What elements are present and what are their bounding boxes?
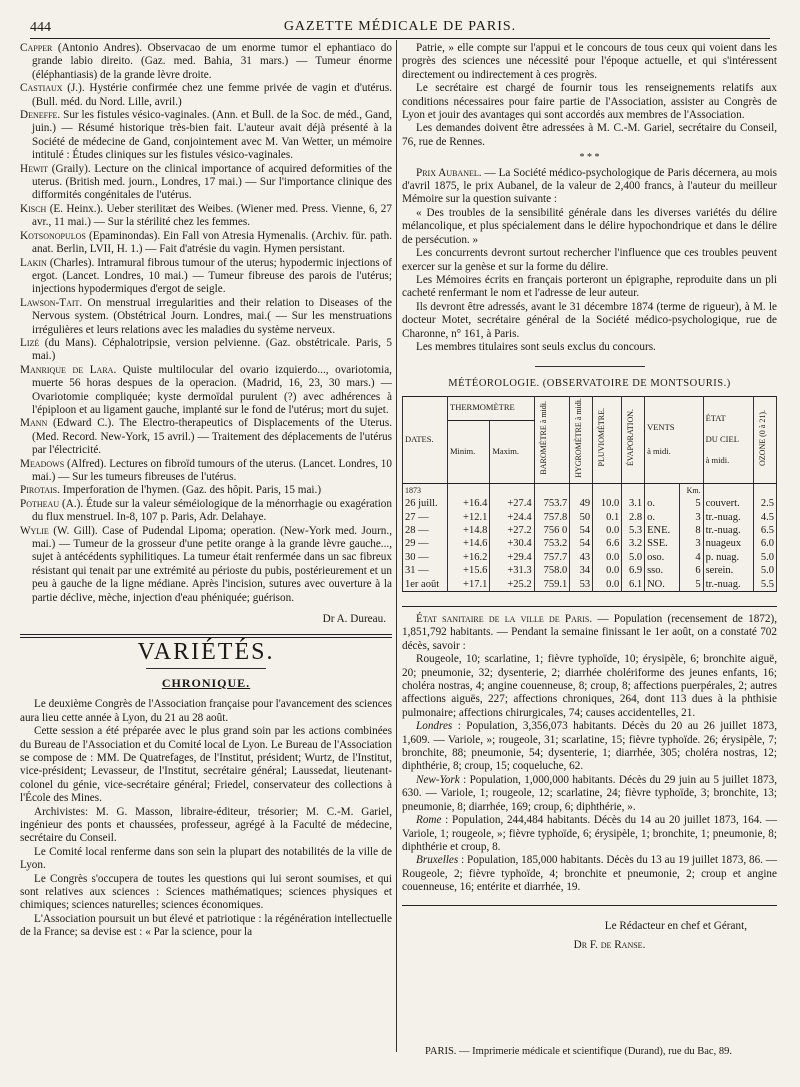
entry-author: Hewit <box>20 162 49 175</box>
meteo-cell-force: 3 <box>679 537 703 550</box>
meteo-cell-hygro: 54 <box>570 524 593 537</box>
meteo-cell-ciel: tr.-nuag. <box>703 511 753 524</box>
entry-text: (A.). Étude sur la valeur séméiologique de la ménorrhagie ou exagération du flux menstruel. In-8, 107 p. Paris, Adr. Delahaye. <box>32 497 392 524</box>
city-report <box>402 814 777 854</box>
col-dates: DATES. <box>403 396 448 483</box>
entry-text: (Graily). Lecture on the clinical importance of acquired deformities of the uterus. (British med. journ., Londres, 17 mai.) — Sur l'importance clinique des difformités congénitales de l'utérus. <box>32 162 392 202</box>
meteo-cell-ozone: 5.0 <box>754 551 777 564</box>
meteo-cell-max: +24.4 <box>490 511 534 524</box>
city-text: : Population, 244,484 habitants. Décès du 14 au 20 juillet 1873, 164. — Variole, 1; rougeole, »; fièvre typhoïde, 6; érysipèle, 1; bronchite, 1; pneumonie, 8; diphthérie et croup, 8. <box>402 814 777 853</box>
meteo-cell-ciel: couvert. <box>703 497 753 510</box>
meteo-cell-evap: 2.8 <box>622 511 645 524</box>
sanitaire-cities <box>402 720 777 894</box>
entry-text: (Antonio Andres). Observacao de um enorme tumor el ephantiaco do grande labio direito. (Gaz. med. Bahia, 31 mars.) — Tumeur énorme (éléphantiasis) de la grande lèvre droite. <box>32 42 392 81</box>
meteo-cell-min: +15.6 <box>448 564 490 577</box>
editor-line1: Le Rédacteur en chef et Gérant, <box>604 919 747 932</box>
meteo-cell-date: 29 — <box>403 537 448 550</box>
sanitaire-paris: Rougeole, 10; scarlatine, 1; fièvre typhoïde, 10; érysipèle, 6; bronchite aiguë, 20; pneumonie, 32; dysenterie, 2; diarrhée cholériforme des jeunes enfants, 16; choléra nostras, 4; angine couenneuse, 8; croup, 8; affections puerpérales, 2; autres affections aiguës, 227; affections chroniques, 264, dont 113 dues à la phthisie pulmonaire; affections chirurgicales, 74; causes accidentelles, 21. <box>402 653 777 719</box>
meteo-cell-date: 1er août <box>403 578 448 592</box>
col-max: Maxim. <box>490 420 534 483</box>
section-stars: * * * <box>579 152 600 164</box>
meteo-cell-ciel: serein. <box>703 564 753 577</box>
right-column <box>402 42 777 952</box>
unit-row: 1873 Km. <box>403 483 777 497</box>
chronique-paragraph: Le Comité local renferme dans son sein la plupart des notabilités de la ville de Lyon. <box>20 845 392 872</box>
meteo-cell-baro: 753.7 <box>534 497 570 510</box>
meteo-cell-baro: 753.2 <box>534 537 570 550</box>
varietes-title: VARIÉTÉS. <box>137 639 275 666</box>
page-number: 444 <box>30 20 51 35</box>
meteo-cell-ozone: 5.0 <box>754 564 777 577</box>
entry-author: Capper <box>20 42 53 54</box>
meteo-cell-dir: sso. <box>645 564 680 577</box>
entry-author: Meadows <box>20 457 65 470</box>
meteo-cell-force: 6 <box>679 564 703 577</box>
meteo-cell-min: +14.8 <box>448 524 490 537</box>
bibliography-entry <box>20 297 392 337</box>
meteo-cell-hygro: 43 <box>570 551 593 564</box>
meteo-cell-min: +17.1 <box>448 578 490 592</box>
entry-author: Deneffe <box>20 109 58 122</box>
meteo-cell-force: 5 <box>679 578 703 592</box>
meteo-cell-pluvio: 0.0 <box>593 524 622 537</box>
col-pluvio: PLUVIOMÈTRE. <box>593 396 622 483</box>
sanitaire-intro: État sanitaire de la ville de Paris. — Population (recensement de 1872), 1,851,792 habitants. — Pendant la semaine finissant le 1er août, on a constaté 702 décès, savoir : <box>402 613 777 652</box>
meteo-cell-evap: 5.3 <box>622 524 645 537</box>
city-report <box>402 774 777 814</box>
meteo-cell-dir: oso. <box>645 551 680 564</box>
printer-footer: PARIS. — Imprimerie médicale et scientifique (Durand), rue du Bac, 89. <box>425 1046 732 1057</box>
meteo-cell-ozone: 2.5 <box>754 497 777 510</box>
meteo-cell-baro: 757.7 <box>534 551 570 564</box>
page-header <box>30 14 770 39</box>
entry-author: Kisch <box>20 202 47 215</box>
section-rule-3 <box>402 905 777 906</box>
entry-text: . Imperforation de l'hymen. (Gaz. des hôpit. Paris, 15 mai.) <box>57 484 322 497</box>
column-divider <box>396 40 397 1052</box>
meteo-cell-pluvio: 0.0 <box>593 578 622 592</box>
prix-paragraph <box>402 167 777 207</box>
entry-author: Lakin <box>20 256 47 269</box>
city-name: New-York <box>416 773 460 786</box>
meteo-cell-evap: 6.1 <box>622 578 645 592</box>
meteo-cell-max: +27.2 <box>490 524 534 537</box>
bibliography-entry <box>20 525 392 605</box>
col-etat: ÉTAT DU CIEL à midi. <box>703 396 753 483</box>
prix-text: — La Société médico-psychologique de Paris décernera, au mois d'avril 1875, le prix Aubanel, de la valeur de 2,400 francs, à l'auteur du meilleur Mémoire sur la question suivante : <box>402 166 778 206</box>
meteo-cell-pluvio: 0.1 <box>593 511 622 524</box>
association-paragraph: Le secrétaire est chargé de fournir tous les renseignements relatifs aux conditions nécessaires pour faire partie de l'Association, assister au Congrès de Lyon et jouir des avantages qui sont accordés aux membres de l'Association. <box>402 82 777 122</box>
meteo-cell-dir: ENE. <box>645 524 680 537</box>
meteo-cell-ozone: 6.0 <box>754 537 777 550</box>
meteo-row <box>403 537 777 550</box>
prix-paragraph: Les Mémoires écrits en français porteront un épigraphe, reproduite dans un pli cacheté renfermant le nom et l'adresse de leur auteur. <box>402 273 777 300</box>
city-name: Londres <box>416 720 453 733</box>
section-rule <box>20 634 392 638</box>
meteo-cell-hygro: 53 <box>570 578 593 592</box>
meteo-cell-dir: NO. <box>645 578 680 592</box>
meteo-cell-ciel: nuageux <box>703 537 753 550</box>
meteo-cell-ozone: 4.5 <box>754 511 777 524</box>
entry-text: . Sur les fistules vésico-vaginales. (Ann. et Bull. de la Soc. de méd., Gand, juin.) — Résumé historique très-bien fait. L'auteur avait déjà présenté à la Société de médecine de Gand, conjointement avec M. Van Wetter, un mémoire intitulé : Études cliniques sur les fistules vésico-vaginales. <box>32 109 392 162</box>
prix-paragraph: « Des troubles de la sensibilité générale dans les diverses variétés du délire mélancolique, et plus spécialement dans le délire hypochondrique et dans le délire de persécution. » <box>402 206 777 246</box>
entry-text: . On menstrual irregularities and their relation to Diseases of the Nervous system. (Obstétrical Journ. Londres, mai.( — Sur les menstruations irrégulières et leurs relations avec les maladies du système nerveux. <box>32 296 392 336</box>
prix-paragraph: Les membres titulaires sont seuls exclus du concours. <box>416 340 656 353</box>
meteo-cell-hygro: 49 <box>570 497 593 510</box>
entry-author: Lizé <box>20 336 40 349</box>
city-text: : Population, 1,000,000 habitants. Décès du 29 juin au 5 juillet 1873, 630. — Variole, 1; rougeole, 12; scarlatine, 24; fièvre typhoïde, 3; bronchite, 13; pneumonie, 8; diarrhée, 169; croup, 6; diphthérie, ». <box>402 773 777 813</box>
prix-title: Prix Aubanel. <box>416 166 482 179</box>
meteo-cell-hygro: 34 <box>570 564 593 577</box>
chronique-paragraph: L'Association poursuit un but élevé et patriotique : la régénération intellectuelle de la France; sa devise est : « Par la science, pour la <box>20 912 392 939</box>
bibliography-entry <box>20 458 392 485</box>
meteo-cell-dir: o. <box>645 511 680 524</box>
chronique-continued <box>402 42 777 149</box>
section-rule-2 <box>402 606 777 607</box>
bibliography-entry <box>20 109 392 163</box>
meteo-cell-max: +29.4 <box>490 551 534 564</box>
meteo-cell-force: 3 <box>679 511 703 524</box>
bibliography-entry <box>20 203 392 230</box>
meteo-row <box>403 564 777 577</box>
meteo-cell-date: 27 — <box>403 511 448 524</box>
editor-line2: Dr F. de Ranse. <box>573 938 646 951</box>
meteo-cell-max: +30.4 <box>490 537 534 550</box>
entry-text: . Quiste multilocular del ovario izquierdo..., ovariotomia, muerte 56 horas despues de la operacion. (Madrid, 16, 23, 30 mars.) — Ovariotomie compliquée; kyste dermoïdal purulent (?) avec adhérences à l'épiploon et au ligament gauche, implanté sur le fond de l'utérus; mort du sujet. <box>32 363 392 416</box>
meteo-cell-baro: 759.1 <box>534 578 570 592</box>
meteo-cell-dir: o. <box>645 497 680 510</box>
meteo-cell-min: +16.4 <box>448 497 490 510</box>
meteo-row <box>403 497 777 510</box>
meteo-cell-min: +14.6 <box>448 537 490 550</box>
bibliography-entry <box>20 82 392 109</box>
entry-text: (Epaminondas). Ein Fall von Atresia Hymenalis. (Archiv. für. path. anat. Berlin, LVII, H. 1.) — Fait d'atrésie du vagin. Hymen persistant. <box>32 229 392 256</box>
col-ozone: OZONE (0 à 21). <box>754 396 777 483</box>
bibliography-entry <box>20 337 392 364</box>
left-column <box>20 42 392 940</box>
meteo-cell-ciel: tr.-nuag. <box>703 524 753 537</box>
entry-text: (du Mans). Céphalotripsie, version pelvienne. (Gaz. obstétricale. Paris, 5 mai.) <box>32 336 392 363</box>
meteo-cell-date: 31 — <box>403 564 448 577</box>
meteo-cell-max: +31.3 <box>490 564 534 577</box>
meteo-cell-ozone: 5.5 <box>754 578 777 592</box>
meteo-cell-force: 4 <box>679 551 703 564</box>
meteo-cell-pluvio: 6.6 <box>593 537 622 550</box>
meteo-cell-baro: 758.0 <box>534 564 570 577</box>
entry-author: Pirotais <box>20 484 58 497</box>
bibliography-entry <box>20 42 392 82</box>
meteo-cell-evap: 3.1 <box>622 497 645 510</box>
meteo-row <box>403 511 777 524</box>
bibliography-entry <box>20 257 392 297</box>
col-hygro: HYGROMÈTRE à midi. <box>570 396 593 483</box>
bibliography-entry <box>20 230 392 257</box>
entry-author: Manrique de Lara <box>20 363 114 376</box>
meteo-cell-ciel: tr.-nuag. <box>703 578 753 592</box>
col-min: Minim. <box>448 420 490 483</box>
meteo-cell-min: +16.2 <box>448 551 490 564</box>
bibliography-entry <box>20 417 392 457</box>
meteo-cell-baro: 756 0 <box>534 524 570 537</box>
prix-paragraph: Les concurrents devront surtout rechercher l'influence que ces troubles peuvent exercer sur la genèse et sur la forme du délire. <box>402 247 777 273</box>
sanitaire-lead: État sanitaire de la ville de Paris. <box>416 613 593 625</box>
meteo-cell-dir: SSE. <box>645 537 680 550</box>
col-evap: ÉVAPORATION. <box>622 396 645 483</box>
entry-text: (J.). Hystérie confirmée chez une femme privée de vagin et d'utérus. (Bull. méd. du Nord. Lille, avril.) <box>32 82 392 108</box>
meteo-cell-force: 8 <box>679 524 703 537</box>
meteo-cell-evap: 3.2 <box>622 537 645 550</box>
meteo-title: MÉTÉOROLOGIE. (OBSERVATOIRE DE MONTSOURIS.) <box>448 378 731 390</box>
chronique-body <box>20 698 392 939</box>
city-text: : Population, 3,356,073 habitants. Décès du 20 au 26 juillet 1873, 1,609. — Variole, »; rougeole, 31; scarlatine, 15; fièvre typhoïde. 26; érysipèle, 7; bronchite, 88; pneumonie, 54; dysenterie, 1; diarrhée, 305; choléra nostras, 12; diphthérie, 8; croup, 15; coqueluche, 62. <box>402 720 777 773</box>
meteo-cell-pluvio: 0.0 <box>593 564 622 577</box>
city-report <box>402 720 777 774</box>
meteo-cell-force: 5 <box>679 497 703 510</box>
bibliography-entry <box>20 163 392 203</box>
meteo-cell-evap: 5.0 <box>622 551 645 564</box>
bibliography-entry <box>20 484 392 497</box>
col-thermo: THERMOMÈTRE <box>448 396 535 420</box>
city-name: Rome <box>416 814 442 827</box>
journal-title: GAZETTE MÉDICALE DE PARIS. <box>283 19 517 34</box>
entry-author: Castiaux <box>20 82 63 95</box>
entry-text: (E. Heinx.). Ueber sterilitæt des Weibes. (Wiener med. Press. Vienne, 6, 27 avr., 11 mai.) — Sur la stérilité chez les femmes. <box>32 202 392 229</box>
meteo-cell-max: +27.4 <box>490 497 534 510</box>
meteo-cell-min: +12.1 <box>448 511 490 524</box>
chronique-paragraph: Archivistes: M. G. Masson, libraire-éditeur, trésorier; M. C.-M. Gariel, ingénieur des ponts et chaussées, professeur, agrégé à la Faculté de médecine, secrétaire du Conseil. <box>20 805 392 845</box>
meteo-cell-evap: 6.9 <box>622 564 645 577</box>
city-text: : Population, 185,000 habitants. Décès du 13 au 19 juillet 1873, 86. — Rougeole, 2; fièvre typhoïde, 4; bronchite et pneumonie, 2; croup et angine couenneuse, 16; entérite et diarrhée, 19. <box>402 854 777 894</box>
meteo-row <box>403 578 777 592</box>
chronique-paragraph: Le Congrès s'occupera de toutes les questions qui lui seront soumises, et qui sont relatives aux sciences : Sciences mathématiques; sciences physiques et chimiques; sciences naturelles; sciences économiques. <box>20 872 392 912</box>
entry-author: Mann <box>20 417 48 430</box>
chronique-title: CHRONIQUE. <box>161 675 251 690</box>
prix-body <box>402 207 777 354</box>
meteo-cell-ciel: p. nuag. <box>703 551 753 564</box>
entry-author: Potheau <box>20 497 60 510</box>
meteo-cell-date: 30 — <box>403 551 448 564</box>
meteo-cell-date: 28 — <box>403 524 448 537</box>
meteo-cell-pluvio: 10.0 <box>593 497 622 510</box>
entry-text: (Charles). Intramural fibrous tumour of the uterus; hypodermic injections of ergot. (Lancet. Londres, 10 mai.) — Tumeur fibreuse des parois de l'utérus; injections hypodermiques d'ergot de seigle. <box>32 256 392 296</box>
city-report <box>402 854 777 894</box>
prix-paragraph: Ils devront être adressés, avant le 31 décembre 1874 (terme de rigueur), à M. le docteur Motet, secrétaire général de la Société médico-psychologique, rue de Charonne, n° 161, à Paris. <box>402 300 777 340</box>
short-rule-2 <box>535 366 645 367</box>
short-rule <box>146 668 266 669</box>
meteo-cell-baro: 757.8 <box>534 511 570 524</box>
entry-text: (W. Gill). Case of Pudendal Lipoma; operation. (New-York med. Journ., mai.) — Tumeur de la grosseur d'une petite orange à la grande lèvre gauche..., sujet à antécédents syphilitiques. La tumeur était renfermée dans un sac fibreux résistant qui tenait par une extrémité au périoste du pubis, postérieurement et un peu à gauche de la ligne médiane. Après l'incision, sutures avec ouverture à la partie déclive, mèche, injection d'eau phéniquée; guérison. <box>32 524 392 604</box>
meteo-cell-pluvio: 0.0 <box>593 551 622 564</box>
chronique-paragraph: Le deuxième Congrès de l'Association française pour l'avancement des sciences aura lieu cette année à Lyon, du 21 au 28 août. <box>20 698 392 724</box>
chronique-paragraph: Cette session a été préparée avec le plus grand soin par les actions combinées du Bureau de l'Association et du Comité local de Lyon. Le Bureau de l'Association se compose de : MM. De Quatrefages, de l'Institut, président; Wurtz, de l'Institut, vice-président; Levasseur, de l'Institut, secrétaire général; Laussedat, lieutenant-colonel du génie, vice-secrétaire général; Friedel, conservateur des collections à l'École des Mines. <box>20 725 392 805</box>
entry-author: Lawson-Tait <box>20 296 80 309</box>
meteo-cell-hygro: 54 <box>570 537 593 550</box>
meteo-cell-ozone: 6.5 <box>754 524 777 537</box>
col-vents: VENTS à midi. <box>645 396 704 483</box>
city-name: Bruxelles <box>416 854 459 867</box>
meteo-row <box>403 524 777 537</box>
meteo-table <box>402 396 777 592</box>
meteo-cell-max: +25.2 <box>490 578 534 592</box>
association-paragraph: Les demandes doivent être adressées à M. C.-M. Gariel, secrétaire du Conseil, 76, rue de Rennes. <box>402 122 777 148</box>
bibliography-entry <box>20 364 392 418</box>
entry-author: Kotsonopulos <box>20 229 86 242</box>
entry-text: (Alfred). Lectures on fibroïd tumours of the uterus. (Lancet. Londres, 10 mai.) — Sur les tumeurs fibreuses de l'utérus. <box>32 457 392 483</box>
association-paragraph: Patrie, » elle compte sur l'appui et le concours de tous ceux qui voient dans les progrès des sciences une nécessité pour l'époque actuelle, et qui s'intéressent directement ou indirectement à ces progrès. <box>402 42 777 81</box>
entry-text: (Edward C.). The Electro-therapeutics of Displacements of the Uterus. (Med. Record. New-York, 15 avril.) — Traitement des déplacements de l'utérus par l'électricité. <box>32 417 392 457</box>
meteo-row <box>403 551 777 564</box>
bibliography-list <box>20 42 392 605</box>
left-signature: Dr A. Dureau. <box>322 613 386 626</box>
entry-author: Wylie <box>20 524 49 537</box>
meteo-cell-date: 26 juill. <box>403 497 448 510</box>
bibliography-entry <box>20 498 392 525</box>
col-baro: BAROMÈTRE à midi. <box>534 396 570 483</box>
meteo-cell-hygro: 50 <box>570 511 593 524</box>
meteo-rows <box>403 483 777 591</box>
